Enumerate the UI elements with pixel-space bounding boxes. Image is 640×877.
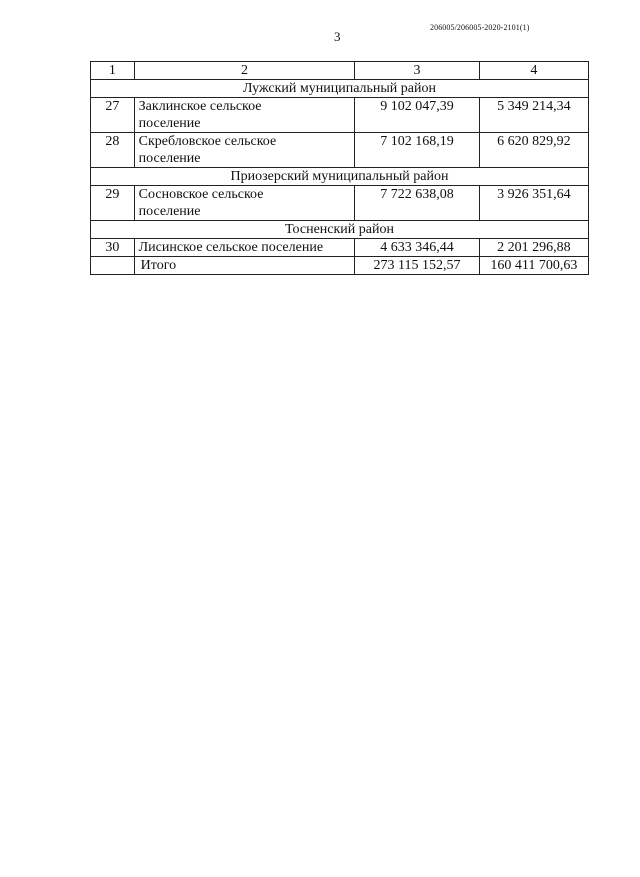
row-name-line: Сосновское сельское: [138, 187, 264, 202]
row-name-line: поселение: [138, 116, 201, 131]
total-label: Итого: [134, 257, 355, 275]
row-value-3: 7 722 638,08: [355, 186, 480, 221]
row-value-4: 6 620 829,92: [479, 133, 588, 168]
group-title: Приозерский муниципальный район: [91, 168, 589, 186]
table-row: [91, 133, 589, 168]
group-row: [91, 221, 589, 239]
row-value-3: 4 633 346,44: [355, 239, 480, 257]
total-value-4: 160 411 700,63: [479, 257, 588, 275]
row-number: 28: [91, 133, 135, 168]
row-value-4: 2 201 296,88: [479, 239, 588, 257]
page-number: 3: [334, 29, 341, 44]
document-id: 206005/206005-2020-2101(1): [430, 23, 530, 32]
table-row: [91, 186, 589, 221]
row-number: 29: [91, 186, 135, 221]
group-row: [91, 80, 589, 98]
row-number: 30: [91, 239, 135, 257]
distribution-table: [90, 61, 589, 275]
total-row: [91, 257, 589, 275]
row-number: 27: [91, 98, 135, 133]
group-title: Лужский муниципальный район: [91, 80, 589, 98]
group-row: [91, 168, 589, 186]
row-value-3: 7 102 168,19: [355, 133, 480, 168]
group-title: Тосненский район: [91, 221, 589, 239]
table-row: [91, 239, 589, 257]
row-value-4: 5 349 214,34: [479, 98, 588, 133]
header-cell: 4: [479, 62, 588, 80]
row-name: [134, 98, 355, 133]
row-name-line: поселение: [138, 204, 201, 219]
row-name: [134, 133, 355, 168]
row-name-line: Скребловское сельское: [138, 134, 277, 149]
row-name-line: Заклинское сельское: [138, 99, 262, 114]
header-cell: 3: [355, 62, 480, 80]
row-name-line: поселение: [138, 151, 201, 166]
total-empty-cell: [91, 257, 135, 275]
header-cell: 2: [134, 62, 355, 80]
row-name: Лисинское сельское поселение: [134, 239, 355, 257]
header-cell: 1: [91, 62, 135, 80]
total-value-3: 273 115 152,57: [355, 257, 480, 275]
row-value-3: 9 102 047,39: [355, 98, 480, 133]
table-header-row: [91, 62, 589, 80]
row-name: [134, 186, 355, 221]
row-value-4: 3 926 351,64: [479, 186, 588, 221]
table-row: [91, 98, 589, 133]
